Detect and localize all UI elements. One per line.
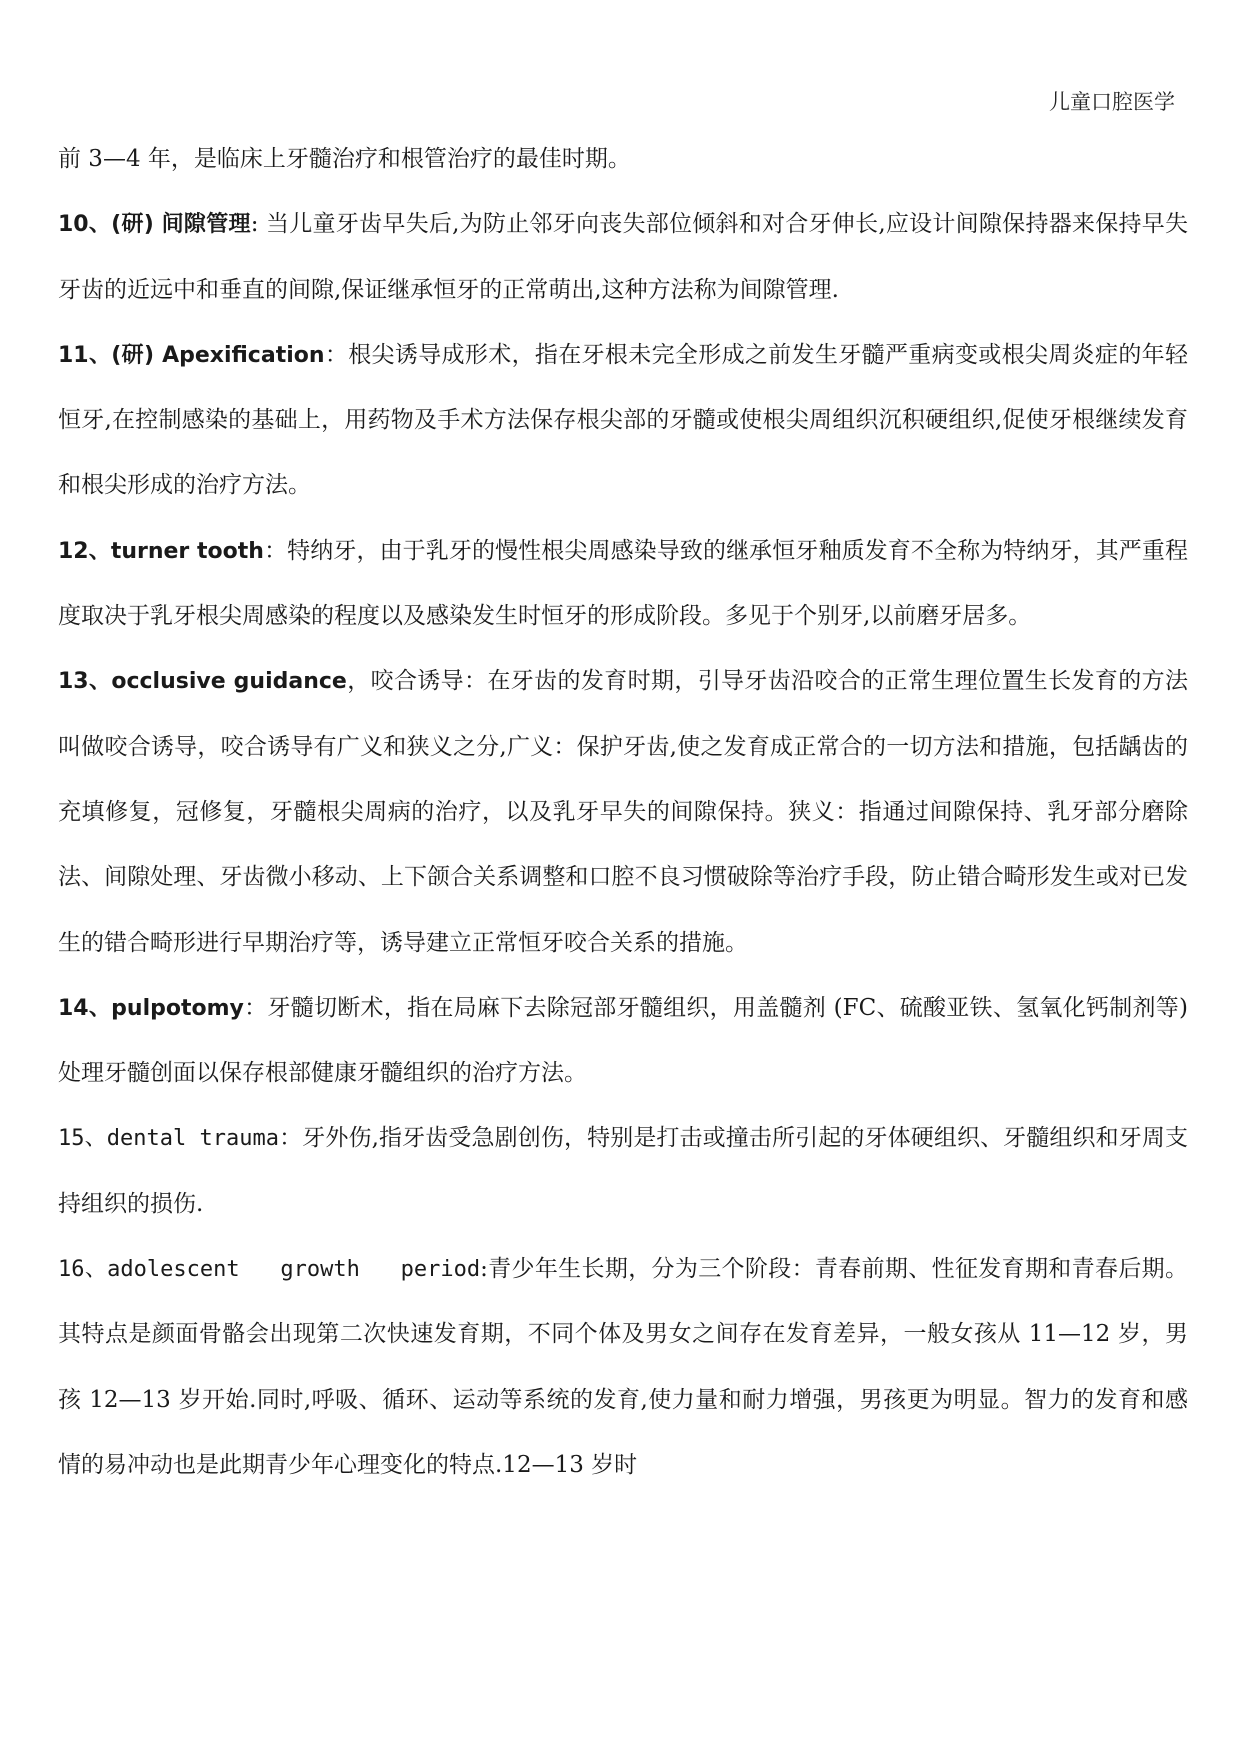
- definition-paragraph-12: [58, 519, 1188, 650]
- definition-paragraph-14: [58, 976, 1188, 1107]
- definition-text: ：牙髓切断术，指在局麻下去除冠部牙髓组织，用盖髓剂 (FC、硫酸亚铁、氢氧化钙制剂等)处理牙髓创面以保存根部健康牙髓组织的治疗方法。: [58, 994, 1188, 1087]
- definition-text: :青少年生长期，分为三个阶段：青春前期、性征发育期和青春后期。其特点是颜面骨骼会出现第二次快速发育期，不同个体及男女之间存在发育差异，一般女孩从 11—12 岁，男孩 12—13 岁开始.同时,呼吸、循环、运动等系统的发育,使力量和耐力增强，男孩更为明显。智力的发育和感情的易冲动也是此期青少年心理变化的特点.12—13 岁时: [58, 1256, 1189, 1478]
- definition-paragraph-13: [58, 649, 1188, 975]
- definition-paragraph-11: [58, 323, 1188, 519]
- term-space-management: 10、(研) 间隙管理: [58, 212, 251, 238]
- document-body: [58, 127, 1188, 1498]
- term-turner-tooth: 12、turner tooth: [58, 538, 264, 564]
- term-pulpotomy: 14、pulpotomy: [58, 995, 244, 1021]
- definition-paragraph-15: [58, 1106, 1188, 1237]
- definition-text: ：牙外伤,指牙齿受急剧创伤，特别是打击或撞击所引起的牙体硬组织、牙髓组织和牙周支持组织的损伤.: [58, 1125, 1188, 1217]
- term-adolescent-growth-period: 16、adolescent growth period: [58, 1257, 481, 1283]
- paragraph-continuation: [58, 127, 1188, 192]
- definition-text: ，咬合诱导：在牙齿的发育时期，引导牙齿沿咬合的正常生理位置生长发育的方法叫做咬合诱导，咬合诱导有广义和狭义之分,广义：保护牙齿,使之发育成正常合的一切方法和措施，包括龋齿的充填修复，冠修复，牙髓根尖周病的治疗，以及乳牙早失的间隙保持。狭义：指通过间隙保持、乳牙部分磨除法、间隙处理、牙齿微小移动、上下颌合关系调整和口腔不良习惯破除等治疗手段，防止错合畸形发生或对已发生的错合畸形进行早期治疗等，诱导建立正常恒牙咬合关系的措施。: [58, 668, 1188, 956]
- term-apexification: 11、(研) Apexification: [58, 342, 325, 368]
- definition-text: ：特纳牙，由于乳牙的慢性根尖周感染导致的继承恒牙釉质发育不全称为特纳牙，其严重程度取决于乳牙根尖周感染的程度以及感染发生时恒牙的形成阶段。多见于个别牙,以前磨牙居多。: [58, 537, 1188, 630]
- definition-paragraph-16: [58, 1237, 1188, 1498]
- definition-text: : 当儿童牙齿早失后,为防止邻牙向丧失部位倾斜和对合牙伸长,应设计间隙保持器来保持早失牙齿的近远中和垂直的间隙,保证继承恒牙的正常萌出,这种方法称为间隙管理.: [58, 211, 1188, 303]
- definition-text: ：根尖诱导成形术，指在牙根未完全形成之前发生牙髓严重病变或根尖周炎症的年轻恒牙,在控制感染的基础上，用药物及手术方法保存根尖部的牙髓或使根尖周组织沉积硬组织,促使牙根继续发育和根尖形成的治疗方法。: [58, 341, 1189, 499]
- term-occlusive-guidance: 13、occlusive guidance: [58, 669, 347, 695]
- definition-paragraph-10: [58, 192, 1188, 323]
- term-dental-trauma: 15、dental trauma: [58, 1126, 280, 1152]
- running-header: 儿童口腔医学: [1049, 90, 1175, 114]
- paragraph-text: 前 3—4 年，是临床上牙髓治疗和根管治疗的最佳时期。: [58, 146, 631, 172]
